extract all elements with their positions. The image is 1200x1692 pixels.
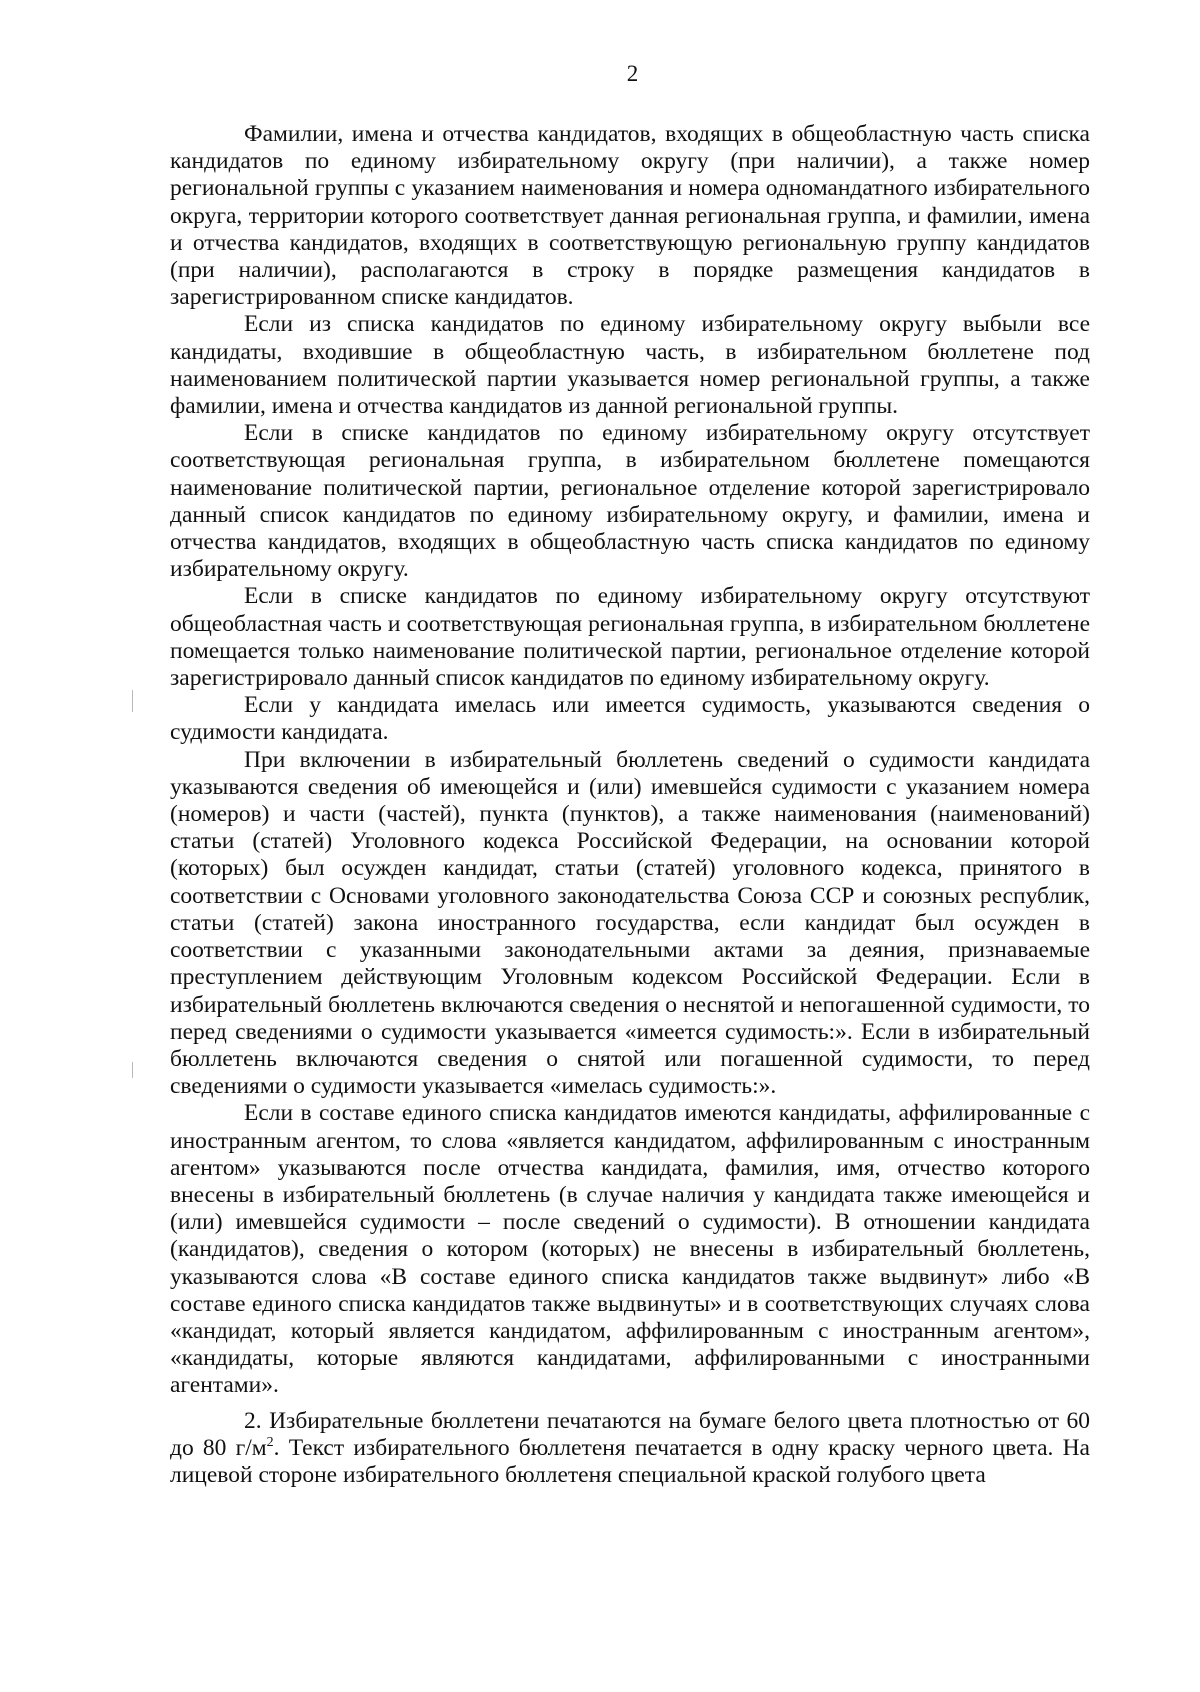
document-body bbox=[170, 121, 1090, 1489]
paragraph-ballot-paper-text: 2. Избирательные бюллетени печатаются на бумаге белого цвета плотностью от 60 до 80 г/м bbox=[170, 1407, 1090, 1461]
page-number: 2 bbox=[626, 61, 639, 86]
paragraph-criminal-record: Если у кандидата имелась или имеется судимость, указываются сведения о судимости кандидата. bbox=[170, 692, 1090, 746]
scan-artifact-line bbox=[132, 690, 133, 712]
paragraph-criminal-record-details: При включении в избирательный бюллетень сведений о судимости кандидата указываются сведения об имеющейся и (или) имевшейся судимости с указанием номера (номеров) и части (частей), пункта (пунктов), а также наименования (наименований) статьи (статей) Уголовного кодекса Российской Федерации, на основании которой (которых) был осужден кандидат, статьи (статей) уголовного кодекса, принятого в соответствии с Основами уголовного законодательства Союза ССР и союзных республик, статьи (статей) закона иностранного государства, если кандидат был осужден в соответствии с указанными законодательными актами за деяния, признаваемые преступлением действующим Уголовным кодексом Российской Федерации. Если в избирательный бюллетень включаются сведения о неснятой и непогашенной судимости, то перед сведениями о судимости указывается «имеется судимость:». Если в избирательный бюллетень включаются сведения о снятой или погашенной судимости, то перед сведениями о судимости указывается «имелась судимость:». bbox=[170, 746, 1090, 1100]
paragraph-ballot-paper bbox=[170, 1408, 1090, 1490]
paragraph-candidate-names: Фамилии, имена и отчества кандидатов, входящих в общеобластную часть списка кандидатов по единому избирательному округу (при наличии), а также номер региональной группы с указанием наименования и номера одномандатного избирательного округа, территории которого соответствует данная региональная группа, и фамилии, имена и отчества кандидатов, входящих в соответствующую региональную группу кандидатов (при наличии), располагаются в строку в порядке размещения кандидатов в зарегистрированном списке кандидатов. bbox=[170, 121, 1090, 311]
paragraph-ballot-paper-text-continued: . Текст избирательного бюллетеня печатается в одну краску черного цвета. На лицевой стороне избирательного бюллетеня специальной краской голубого цвета bbox=[170, 1434, 1090, 1488]
paragraph-dropped-candidates: Если из списка кандидатов по единому избирательному округу выбыли все кандидаты, входившие в общеобластную часть, в избирательном бюллетене под наименованием политической партии указывается номер региональной группы, а также фамилии, имена и отчества кандидатов из данной региональной группы. bbox=[170, 311, 1090, 420]
superscript-square: 2 bbox=[266, 1434, 274, 1450]
paragraph-foreign-agent: Если в составе единого списка кандидатов имеются кандидаты, аффилированные с иностранным агентом, то слова «является кандидатом, аффилированным с иностранным агентом» указываются после отчества кандидата, фамилия, имя, отчество которого внесены в избирательный бюллетень (в случае наличия у кандидата также имеющейся и (или) имевшейся судимости – после сведений о судимости). В отношении кандидата (кандидатов), сведения о котором (которых) не внесены в избирательный бюллетень, указываются слова «В составе единого списка кандидатов также выдвинут» либо «В составе единого списка кандидатов также выдвинуты» и в соответствующих случаях слова «кандидат, который является кандидатом, аффилированным с иностранным агентом», «кандидаты, которые являются кандидатами, аффилированными с иностранными агентами». bbox=[170, 1100, 1090, 1399]
paragraph-missing-regional-group: Если в списке кандидатов по единому избирательному округу отсутствует соответствующая региональная группа, в избирательном бюллетене помещаются наименование политической партии, региональное отделение которой зарегистрировало данный список кандидатов по единому избирательному округу, и фамилии, имена и отчества кандидатов, входящих в общеобластную часть списка кандидатов по единому избирательному округу. bbox=[170, 420, 1090, 583]
paragraph-missing-general-part: Если в списке кандидатов по единому избирательному округу отсутствуют общеобластная часть и соответствующая региональная группа, в избирательном бюллетене помещается только наименование политической партии, региональное отделение которой зарегистрировало данный список кандидатов по единому избирательному округу. bbox=[170, 583, 1090, 692]
scan-artifact-line bbox=[132, 1062, 133, 1078]
